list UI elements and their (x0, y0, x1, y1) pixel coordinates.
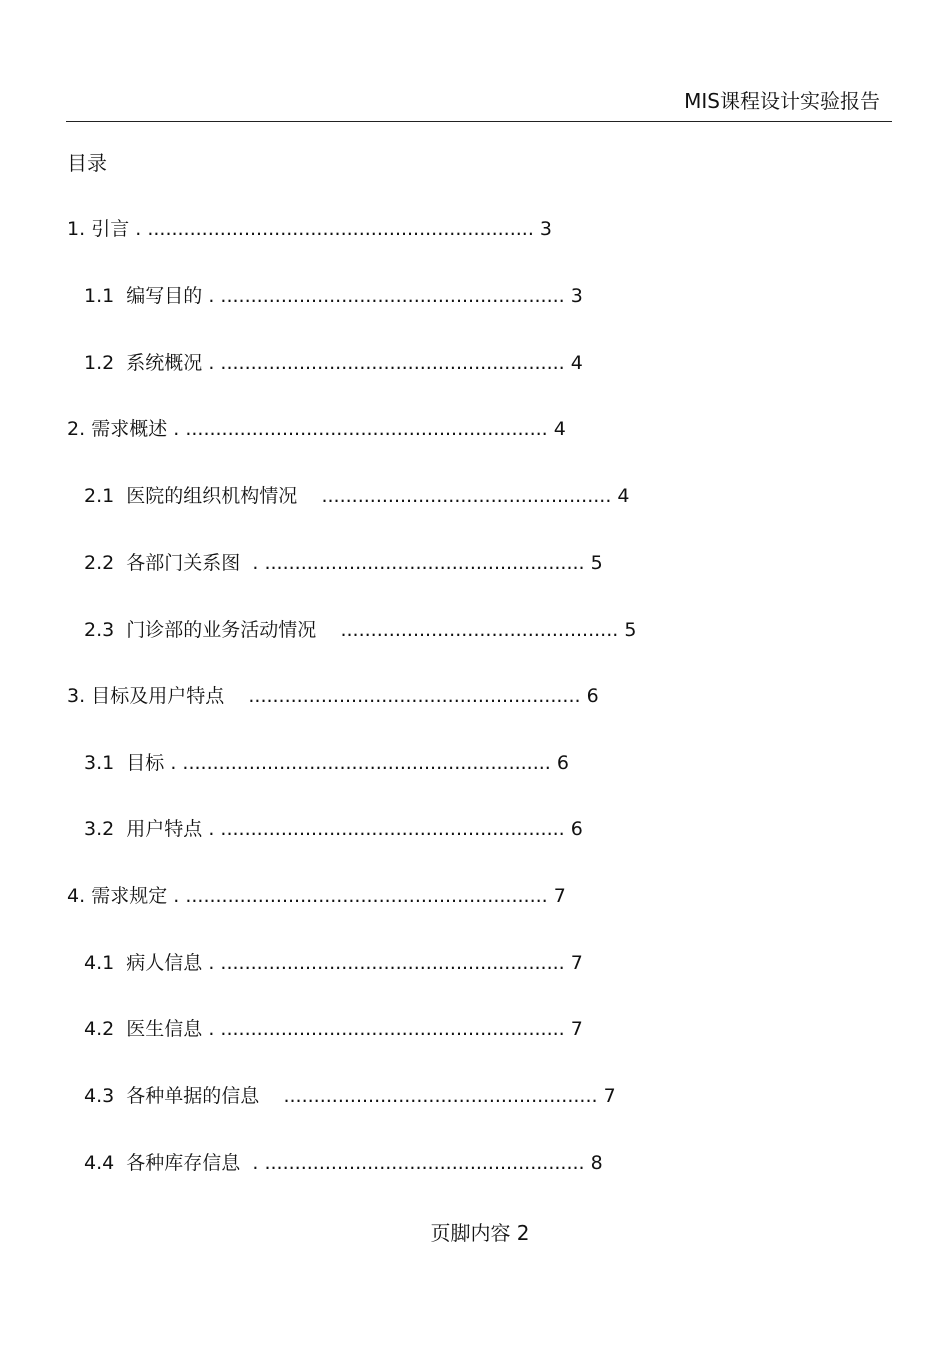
toc-entry-leader: . ............................................................. (164, 752, 551, 774)
toc-entry-page: 3 (564, 285, 583, 307)
toc-entry-number: 4.2 (84, 1018, 115, 1040)
toc-entry-leader: .............................................. (316, 619, 619, 641)
toc-entry-page: 4 (611, 485, 630, 507)
toc-entry-title: 需求概述 (91, 418, 168, 440)
toc-entry-leader: . ......................................................... (202, 818, 565, 840)
toc-entry-leader: . ......................................................... (202, 952, 565, 974)
toc-entry-title: 门诊部的业务活动情况 (114, 619, 317, 641)
toc-entry-title: 目标 (114, 752, 165, 774)
toc-entry-title: 各种单据的信息 (114, 1085, 260, 1107)
toc-entry[interactable] (84, 550, 603, 576)
toc-entry-title: 医院的组织机构情况 (114, 485, 298, 507)
toc-entry-leader: . ......................................................... (202, 352, 565, 374)
toc-entry-title: 各部门关系图 (114, 552, 241, 574)
toc-entry-leader: . ......................................................... (202, 1018, 565, 1040)
page-footer (0, 1220, 950, 1246)
toc-entry-number: 3.1 (84, 752, 115, 774)
toc-entry-page: 7 (597, 1085, 616, 1107)
toc-entry-leader: . ............................................................ (167, 418, 548, 440)
toc-entry-title: 目标及用户特点 (91, 685, 225, 707)
toc-entry-number: 4. (67, 885, 86, 907)
toc-entry-number: 1. (67, 218, 86, 240)
toc-entry[interactable] (84, 1016, 583, 1042)
toc-entry[interactable] (84, 617, 636, 643)
toc-entry-leader: . ..................................................... (240, 552, 585, 574)
toc-entry-leader: .................................................... (259, 1085, 598, 1107)
report-header-title: MIS课程设计实验报告 (684, 89, 880, 113)
toc-title: 目录 (67, 151, 107, 175)
toc-entry-title: 用户特点 (114, 818, 203, 840)
toc-entry-number: 3. (67, 685, 86, 707)
toc-entry[interactable] (84, 283, 583, 309)
toc-entry-title: 系统概况 (114, 352, 203, 374)
toc-entry-leader: . ............................................................ (167, 885, 548, 907)
toc-entry[interactable] (84, 483, 630, 509)
toc-entry[interactable] (84, 816, 583, 842)
toc-entry-page: 8 (584, 1152, 603, 1174)
toc-entry-number: 4.3 (84, 1085, 115, 1107)
toc-entry-title: 医生信息 (114, 1018, 203, 1040)
toc-entry-page: 6 (550, 752, 569, 774)
toc-entry[interactable] (67, 216, 552, 242)
toc-entry-number: 4.1 (84, 952, 115, 974)
toc-entry-leader: . ......................................................... (202, 285, 565, 307)
toc-entry-number: 1.2 (84, 352, 115, 374)
toc-entry-leader: . ..................................................... (240, 1152, 585, 1174)
toc-entry-page: 4 (547, 418, 566, 440)
toc-entry-number: 2.2 (84, 552, 115, 574)
toc-entry-page: 7 (564, 952, 583, 974)
toc-entry[interactable] (67, 416, 566, 442)
header-divider (66, 121, 892, 122)
toc-entry[interactable] (84, 1150, 603, 1176)
toc-entry-number: 2.3 (84, 619, 115, 641)
toc-entry-leader: ....................................................... (224, 685, 581, 707)
toc-entry-number: 1.1 (84, 285, 115, 307)
toc-entry-leader: ................................................ (297, 485, 612, 507)
toc-entry-page: 6 (580, 685, 599, 707)
toc-entry-title: 各种库存信息 (114, 1152, 241, 1174)
footer-text: 页脚内容 2 (430, 1221, 530, 1245)
toc-entry-leader: . ................................................................ (129, 218, 534, 240)
toc-entry[interactable] (84, 1083, 616, 1109)
toc-entry[interactable] (67, 883, 566, 909)
toc-entry-number: 2.1 (84, 485, 115, 507)
toc-entry-title: 病人信息 (114, 952, 203, 974)
toc-entry-page: 3 (533, 218, 552, 240)
toc-entry-page: 5 (618, 619, 637, 641)
toc-entry[interactable] (84, 950, 583, 976)
toc-entry-title: 引言 (91, 218, 130, 240)
toc-entry[interactable] (84, 750, 569, 776)
toc-entry-page: 7 (547, 885, 566, 907)
toc-entry-page: 7 (564, 1018, 583, 1040)
toc-entry-number: 3.2 (84, 818, 115, 840)
toc-entry-number: 4.4 (84, 1152, 115, 1174)
toc-entry[interactable] (67, 683, 599, 709)
toc-entry-number: 2. (67, 418, 86, 440)
toc-entry-page: 5 (584, 552, 603, 574)
toc-entry-page: 4 (564, 352, 583, 374)
toc-entry-page: 6 (564, 818, 583, 840)
toc-entry[interactable] (84, 350, 583, 376)
toc-entry-title: 编写目的 (114, 285, 203, 307)
toc-entry-title: 需求规定 (91, 885, 168, 907)
